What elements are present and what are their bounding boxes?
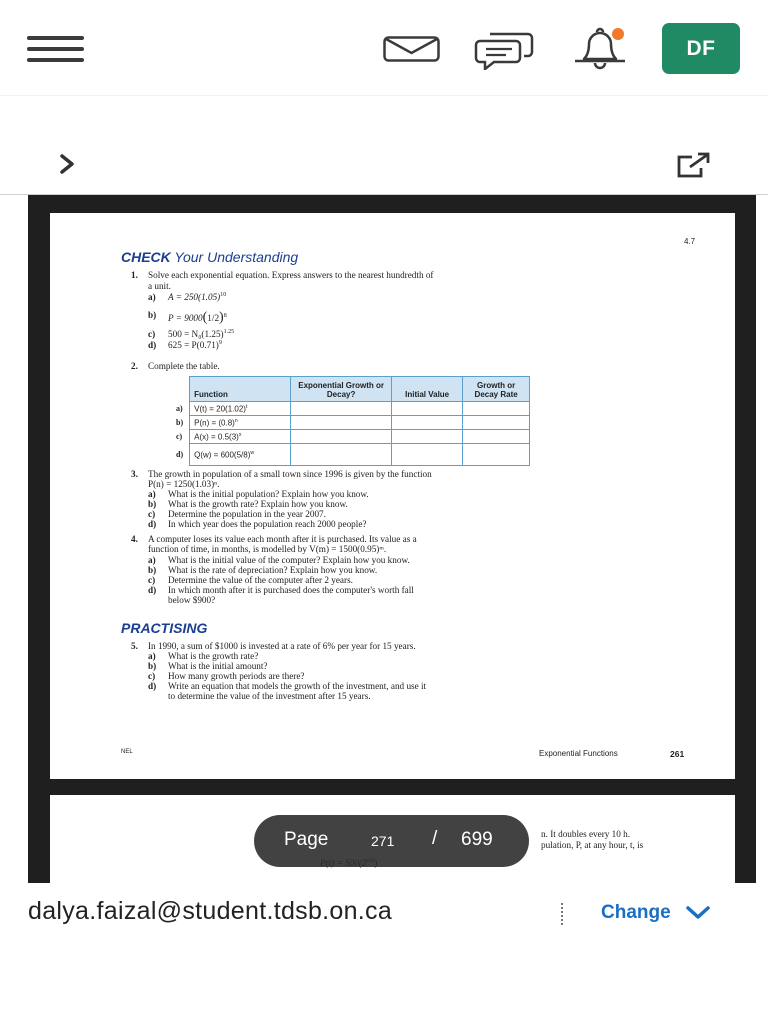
q5-a-label: a) [148,651,156,661]
practising-heading: PRACTISING [121,620,208,636]
q3-b-label: b) [148,499,157,509]
bell-icon[interactable] [571,25,629,71]
q1-a-eq: $A = 250(1.05)^{10}$ [168,292,227,303]
q5-c: How many growth periods are there? [168,671,305,681]
q3-text: The growth in population of a small town since 1996 is given by the function [148,469,432,479]
mail-icon[interactable] [383,36,440,62]
q5-c-label: c) [148,671,156,681]
table-row: a) $V(t) = 20(1.02)^t$ [172,402,530,416]
q5-b: What is the initial amount? [168,661,268,671]
table-header-function: Function [190,377,291,402]
table-header-rate: Growth or Decay Rate [463,377,530,402]
q4-d: In which month after it is purchased does the computer's worth fall [168,585,414,595]
q1-text-2: a unit. [148,281,171,291]
q3-d: In which year does the population reach 2000 people? [168,519,367,529]
q1-c-label: c) [148,329,156,339]
q4-d-2: below $900? [168,595,216,605]
q5-a: What is the growth rate? [168,651,259,661]
document-viewer[interactable] [28,195,756,883]
top-bar [0,0,768,96]
printed-page-number: 261 [670,749,685,759]
chevron-down-icon [686,906,710,920]
q1-d-label: d) [148,340,157,350]
q3-number: 3. [131,469,138,479]
page-separator: / [432,828,438,849]
q5-b-label: b) [148,661,157,671]
q4-a: What is the initial value of the computer? Explain how you know. [168,555,410,565]
user-avatar[interactable]: DF [662,23,740,74]
q4-text: A computer loses its value each month after it is purchased. Its value as a [148,534,417,544]
q4-a-label: a) [148,555,156,565]
q4-text-2: function of time, in months, is modelled by V(m) = 1500(0.95)ᵐ. [148,544,387,554]
table-header-growth-decay: Exponential Growth or Decay? [291,377,392,402]
q5-d: Write an equation that models the growth of the investment, and use it [168,681,427,691]
q1-c-eq: $500 = N_0(1.25)^{1.25}$ [168,329,235,340]
q3-d-label: d) [148,519,157,529]
page2-line-1: n. It doubles every 10 h. [541,829,631,839]
q1-text: Solve each exponential equation. Express answers to the nearest hundredth of [148,270,434,280]
document-page [50,213,735,779]
q1-d-eq: $625 = P(0.71)^9$ [168,340,222,351]
hamburger-menu-icon[interactable] [27,36,84,64]
q5-d-label: d) [148,681,157,691]
check-heading: CHECK Your Understanding [121,249,299,265]
q4-d-label: d) [148,585,157,595]
q4-number: 4. [131,534,138,544]
table-row: d) $Q(w) = 600(5/8)^w$ [172,444,530,466]
q5-number: 5. [131,641,138,651]
q4-c: Determine the value of the computer after 2 years. [168,575,353,585]
q1-b-eq: $P = 9000(1/2)^8$ [168,310,227,325]
chevron-right-icon[interactable] [58,154,78,174]
change-account-button[interactable]: Change [601,902,710,924]
open-external-icon[interactable] [676,152,712,178]
q3-c: Determine the population in the year 2007. [168,509,326,519]
current-page-number[interactable]: 271 [371,833,395,849]
q3-a: What is the initial population? Explain how you know. [168,489,369,499]
q4-b-label: b) [148,565,157,575]
chat-icon[interactable] [474,30,534,70]
q2-text: Complete the table. [148,361,220,371]
q1-number: 1. [131,270,138,280]
q1-a-label: a) [148,292,156,302]
table-row: b) $P(n) = (0.8)^n$ [172,416,530,430]
section-label: 4.7 [684,237,696,246]
total-pages: 699 [461,829,493,850]
q4-c-label: c) [148,575,156,585]
q5-d-2: to determine the value of the investment after 15 years. [168,691,371,701]
table-header-initial-value: Initial Value [392,377,463,402]
q5-text: In 1990, a sum of $1000 is invested at a rate of 6% per year for 15 years. [148,641,416,651]
q4-b: What is the rate of depreciation? Explain how you know. [168,565,378,575]
document-toolbar [0,96,768,195]
q3-b: What is the growth rate? Explain how you know. [168,499,348,509]
q3-text-2: P(n) = 1250(1.03)ⁿ. [148,479,220,489]
page2-line-2: pulation, P, at any hour, t, is [541,840,644,850]
page-indicator[interactable] [254,815,529,867]
q1-b-label: b) [148,310,157,320]
q3-a-label: a) [148,489,156,499]
account-email: dalya.faizal@student.tdsb.on.ca [28,897,393,925]
table-row: c) $A(x) = 0.5(3)^x$ [172,430,530,444]
footer-divider [561,903,563,925]
page-label: Page [284,829,329,850]
growth-decay-table [172,376,530,466]
q2-number: 2. [131,361,138,371]
q3-c-label: c) [148,509,156,519]
notification-dot [612,28,624,40]
page-footer-left: NEL [121,749,133,755]
page-footer-chapter: Exponential Functions [539,749,618,758]
